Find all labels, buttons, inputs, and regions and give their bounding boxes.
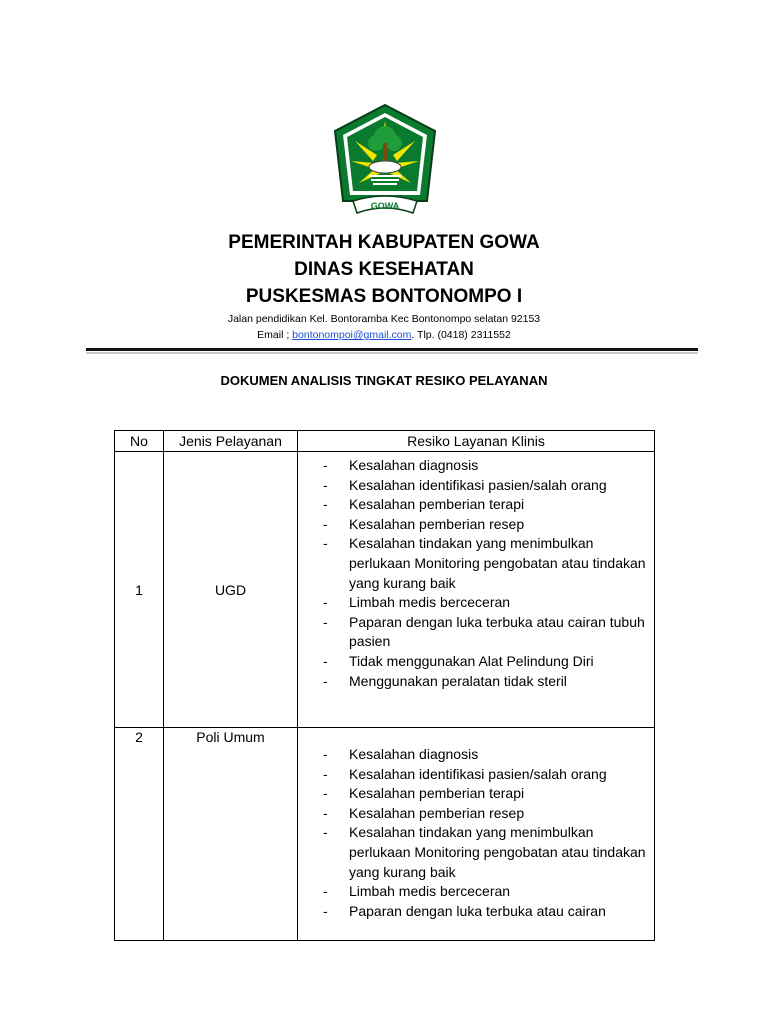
risk-item (323, 804, 654, 824)
email-prefix: Email ; (257, 329, 293, 341)
column-header-resiko: Resiko Layanan Klinis (298, 431, 655, 452)
bullet-dash: - (323, 476, 328, 493)
risk-item (323, 902, 654, 922)
risk-text: Tidak menggunakan Alat Pelindung Diri (349, 652, 594, 669)
risk-item (323, 652, 654, 672)
bullet-dash: - (323, 496, 328, 513)
contact-line (0, 328, 768, 342)
risk-item (323, 476, 654, 496)
table-header-row (115, 431, 655, 452)
column-header-no: No (115, 431, 164, 452)
document-title: DOKUMEN ANALISIS TINGKAT RESIKO PELAYANAN (220, 373, 548, 388)
risk-item (323, 765, 654, 785)
bullet-dash: - (323, 515, 328, 532)
risk-text: Kesalahan pemberian terapi (349, 496, 525, 513)
risk-text: Kesalahan identifikasi pasien/salah orang (349, 476, 607, 493)
risk-item (323, 882, 654, 902)
bullet-dash: - (323, 652, 328, 669)
risk-text: Kesalahan diagnosis (349, 746, 479, 762)
risk-list-cell (298, 452, 655, 728)
address-line: Jalan pendidikan Kel. Bontoramba Kec Bontonompo selatan 92153 (227, 313, 541, 325)
bullet-dash: - (323, 457, 328, 473)
risk-item (323, 593, 654, 613)
risk-text: Kesalahan pemberian resep (349, 804, 525, 821)
risk-list (298, 456, 654, 691)
service-name: Poli Umum (164, 728, 298, 941)
risk-item (323, 534, 654, 593)
table-row (115, 728, 655, 941)
risk-item (323, 456, 654, 476)
phone-text: . Tlp. (0418) 2311552 (411, 329, 511, 341)
risk-text: Kesalahan pemberian terapi (349, 785, 525, 802)
bullet-dash: - (323, 785, 328, 802)
risk-text: Limbah medis berceceran (349, 594, 511, 611)
risk-text: Kesalahan tindakan yang menimbulkan perlukaan Monitoring pengobatan atau tindakan yang kurang baik (349, 824, 646, 880)
risk-text: Paparan dengan luka terbuka atau cairan (349, 902, 606, 919)
email-link[interactable]: bontonompoi@gmail.com (292, 329, 412, 341)
bullet-dash: - (323, 765, 328, 782)
risk-list (298, 745, 654, 921)
bullet-dash: - (323, 613, 328, 630)
bullet-dash: - (323, 883, 328, 900)
bullet-dash: - (323, 746, 328, 762)
risk-item (323, 613, 654, 652)
gowa-crest-logo (333, 103, 437, 217)
risk-text: Kesalahan pemberian resep (349, 515, 525, 532)
bullet-dash: - (323, 902, 328, 919)
header-line-puskesmas: PUSKESMAS BONTONOMPO I (245, 286, 523, 307)
header-divider-shadow (86, 352, 698, 354)
row-number: 2 (115, 728, 164, 941)
svg-text:GOWA: GOWA (370, 201, 400, 211)
risk-text: Limbah medis berceceran (349, 883, 511, 900)
risk-item (323, 515, 654, 535)
risk-item (323, 823, 654, 882)
risk-item (323, 672, 654, 692)
risk-text: Kesalahan tindakan yang menimbulkan perlukaan Monitoring pengobatan atau tindakan yang kurang baik (349, 535, 646, 591)
bullet-dash: - (323, 672, 328, 689)
header-divider (86, 348, 698, 351)
table-row (115, 452, 655, 728)
risk-text: Paparan dengan luka terbuka atau cairan tubuh pasien (349, 613, 645, 650)
bullet-dash: - (323, 804, 328, 821)
risk-table (114, 430, 655, 941)
column-header-jenis: Jenis Pelayanan (164, 431, 298, 452)
bullet-dash: - (323, 824, 328, 841)
header-line-department: DINAS KESEHATAN (294, 259, 474, 280)
risk-item (323, 745, 654, 765)
risk-item (323, 784, 654, 804)
risk-text: Menggunakan peralatan tidak steril (349, 672, 567, 689)
header-line-government: PEMERINTAH KABUPATEN GOWA (228, 232, 540, 253)
risk-text: Kesalahan diagnosis (349, 457, 479, 473)
risk-text: Kesalahan identifikasi pasien/salah orang (349, 765, 607, 782)
bullet-dash: - (323, 535, 328, 552)
row-number: 1 (115, 452, 164, 728)
risk-list-cell (298, 728, 655, 941)
service-name: UGD (164, 452, 298, 728)
bullet-dash: - (323, 594, 328, 611)
risk-item (323, 495, 654, 515)
